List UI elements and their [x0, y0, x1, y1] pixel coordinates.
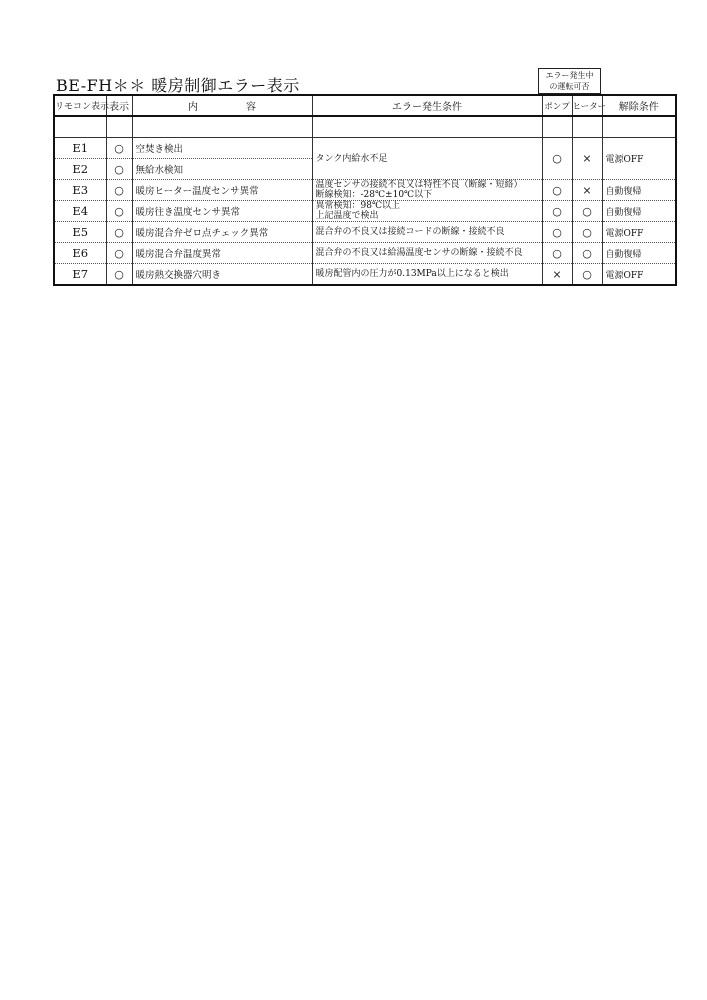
table-row	[54, 264, 676, 286]
header-display: 表示	[106, 95, 132, 116]
display-mark: ○	[106, 138, 132, 159]
error-content: 暖房混合弁温度異常	[132, 243, 312, 264]
release-condition: 電源OFF	[602, 138, 676, 180]
release-condition: 電源OFF	[602, 222, 676, 243]
table-row	[54, 243, 676, 264]
header-heater: ヒーター	[572, 95, 602, 116]
display-mark: ○	[106, 264, 132, 286]
condition-line: 温度センサの接続不良又は特性不良（断線・短絡）	[315, 180, 523, 190]
display-mark: ○	[106, 222, 132, 243]
error-content: 無給水検知	[132, 159, 312, 180]
error-code: E4	[54, 201, 106, 222]
availability-line1: エラー発生中	[545, 71, 594, 80]
error-condition: タンク内給水不足	[312, 138, 542, 180]
heater-availability: ○	[572, 201, 602, 222]
table-row	[54, 222, 676, 243]
pump-availability: ×	[542, 264, 572, 286]
availability-header	[538, 68, 601, 94]
display-mark: ○	[106, 159, 132, 180]
table-row	[54, 201, 676, 222]
condition-line: 異常検知：98℃以上	[315, 201, 401, 211]
error-content: 暖房往き温度センサ異常	[132, 201, 312, 222]
error-table	[53, 94, 677, 286]
display-mark: ○	[106, 180, 132, 201]
pump-availability: ○	[542, 180, 572, 201]
table-row	[54, 180, 676, 201]
release-condition: 自動復帰	[602, 243, 676, 264]
release-condition: 自動復帰	[602, 201, 676, 222]
heater-availability: ○	[572, 222, 602, 243]
error-content: 空焚き検出	[132, 138, 312, 159]
header-condition: エラー発生条件	[312, 95, 542, 116]
condition-line: 上記温度で検出	[315, 211, 379, 221]
error-condition: 混合弁の不良又は接続コードの断線・接続不良	[312, 222, 542, 243]
pump-availability: ○	[542, 138, 572, 180]
header-remote: リモコン表示	[54, 95, 106, 116]
pump-availability: ○	[542, 201, 572, 222]
header-content	[132, 95, 312, 116]
header-content-label: 内容	[188, 102, 304, 113]
error-code: E5	[54, 222, 106, 243]
error-code: E7	[54, 264, 106, 286]
error-condition: 混合弁の不良又は給湯温度センサの断線・接続不良	[312, 243, 542, 264]
heater-availability: ○	[572, 264, 602, 286]
error-condition	[312, 201, 542, 222]
release-condition: 自動復帰	[602, 180, 676, 201]
pump-availability: ○	[542, 243, 572, 264]
table-row	[54, 138, 676, 159]
display-mark: ○	[106, 201, 132, 222]
release-condition: 電源OFF	[602, 264, 676, 286]
error-condition	[312, 180, 542, 201]
error-code: E3	[54, 180, 106, 201]
heater-availability: ×	[572, 180, 602, 201]
heater-availability: ×	[572, 138, 602, 180]
error-condition: 暖房配管内の圧力が0.13MPa以上になると検出	[312, 264, 542, 286]
error-code: E1	[54, 138, 106, 159]
error-code: E6	[54, 243, 106, 264]
condition-line: 断線検知：-28℃±10℃以下	[315, 190, 433, 200]
page-title: BE-FH＊＊ 暖房制御エラー表示	[56, 76, 300, 95]
header-spacer	[54, 116, 676, 138]
pump-availability: ○	[542, 222, 572, 243]
error-content: 暖房熱交換器穴明き	[132, 264, 312, 286]
header-release: 解除条件	[602, 95, 676, 116]
error-content: 暖房混合弁ゼロ点チェック異常	[132, 222, 312, 243]
header-pump: ポンプ	[542, 95, 572, 116]
availability-line2: の運転可否	[549, 82, 590, 91]
display-mark: ○	[106, 243, 132, 264]
heater-availability: ○	[572, 243, 602, 264]
header-row	[54, 95, 676, 116]
error-content: 暖房ヒーター温度センサ異常	[132, 180, 312, 201]
error-code: E2	[54, 159, 106, 180]
